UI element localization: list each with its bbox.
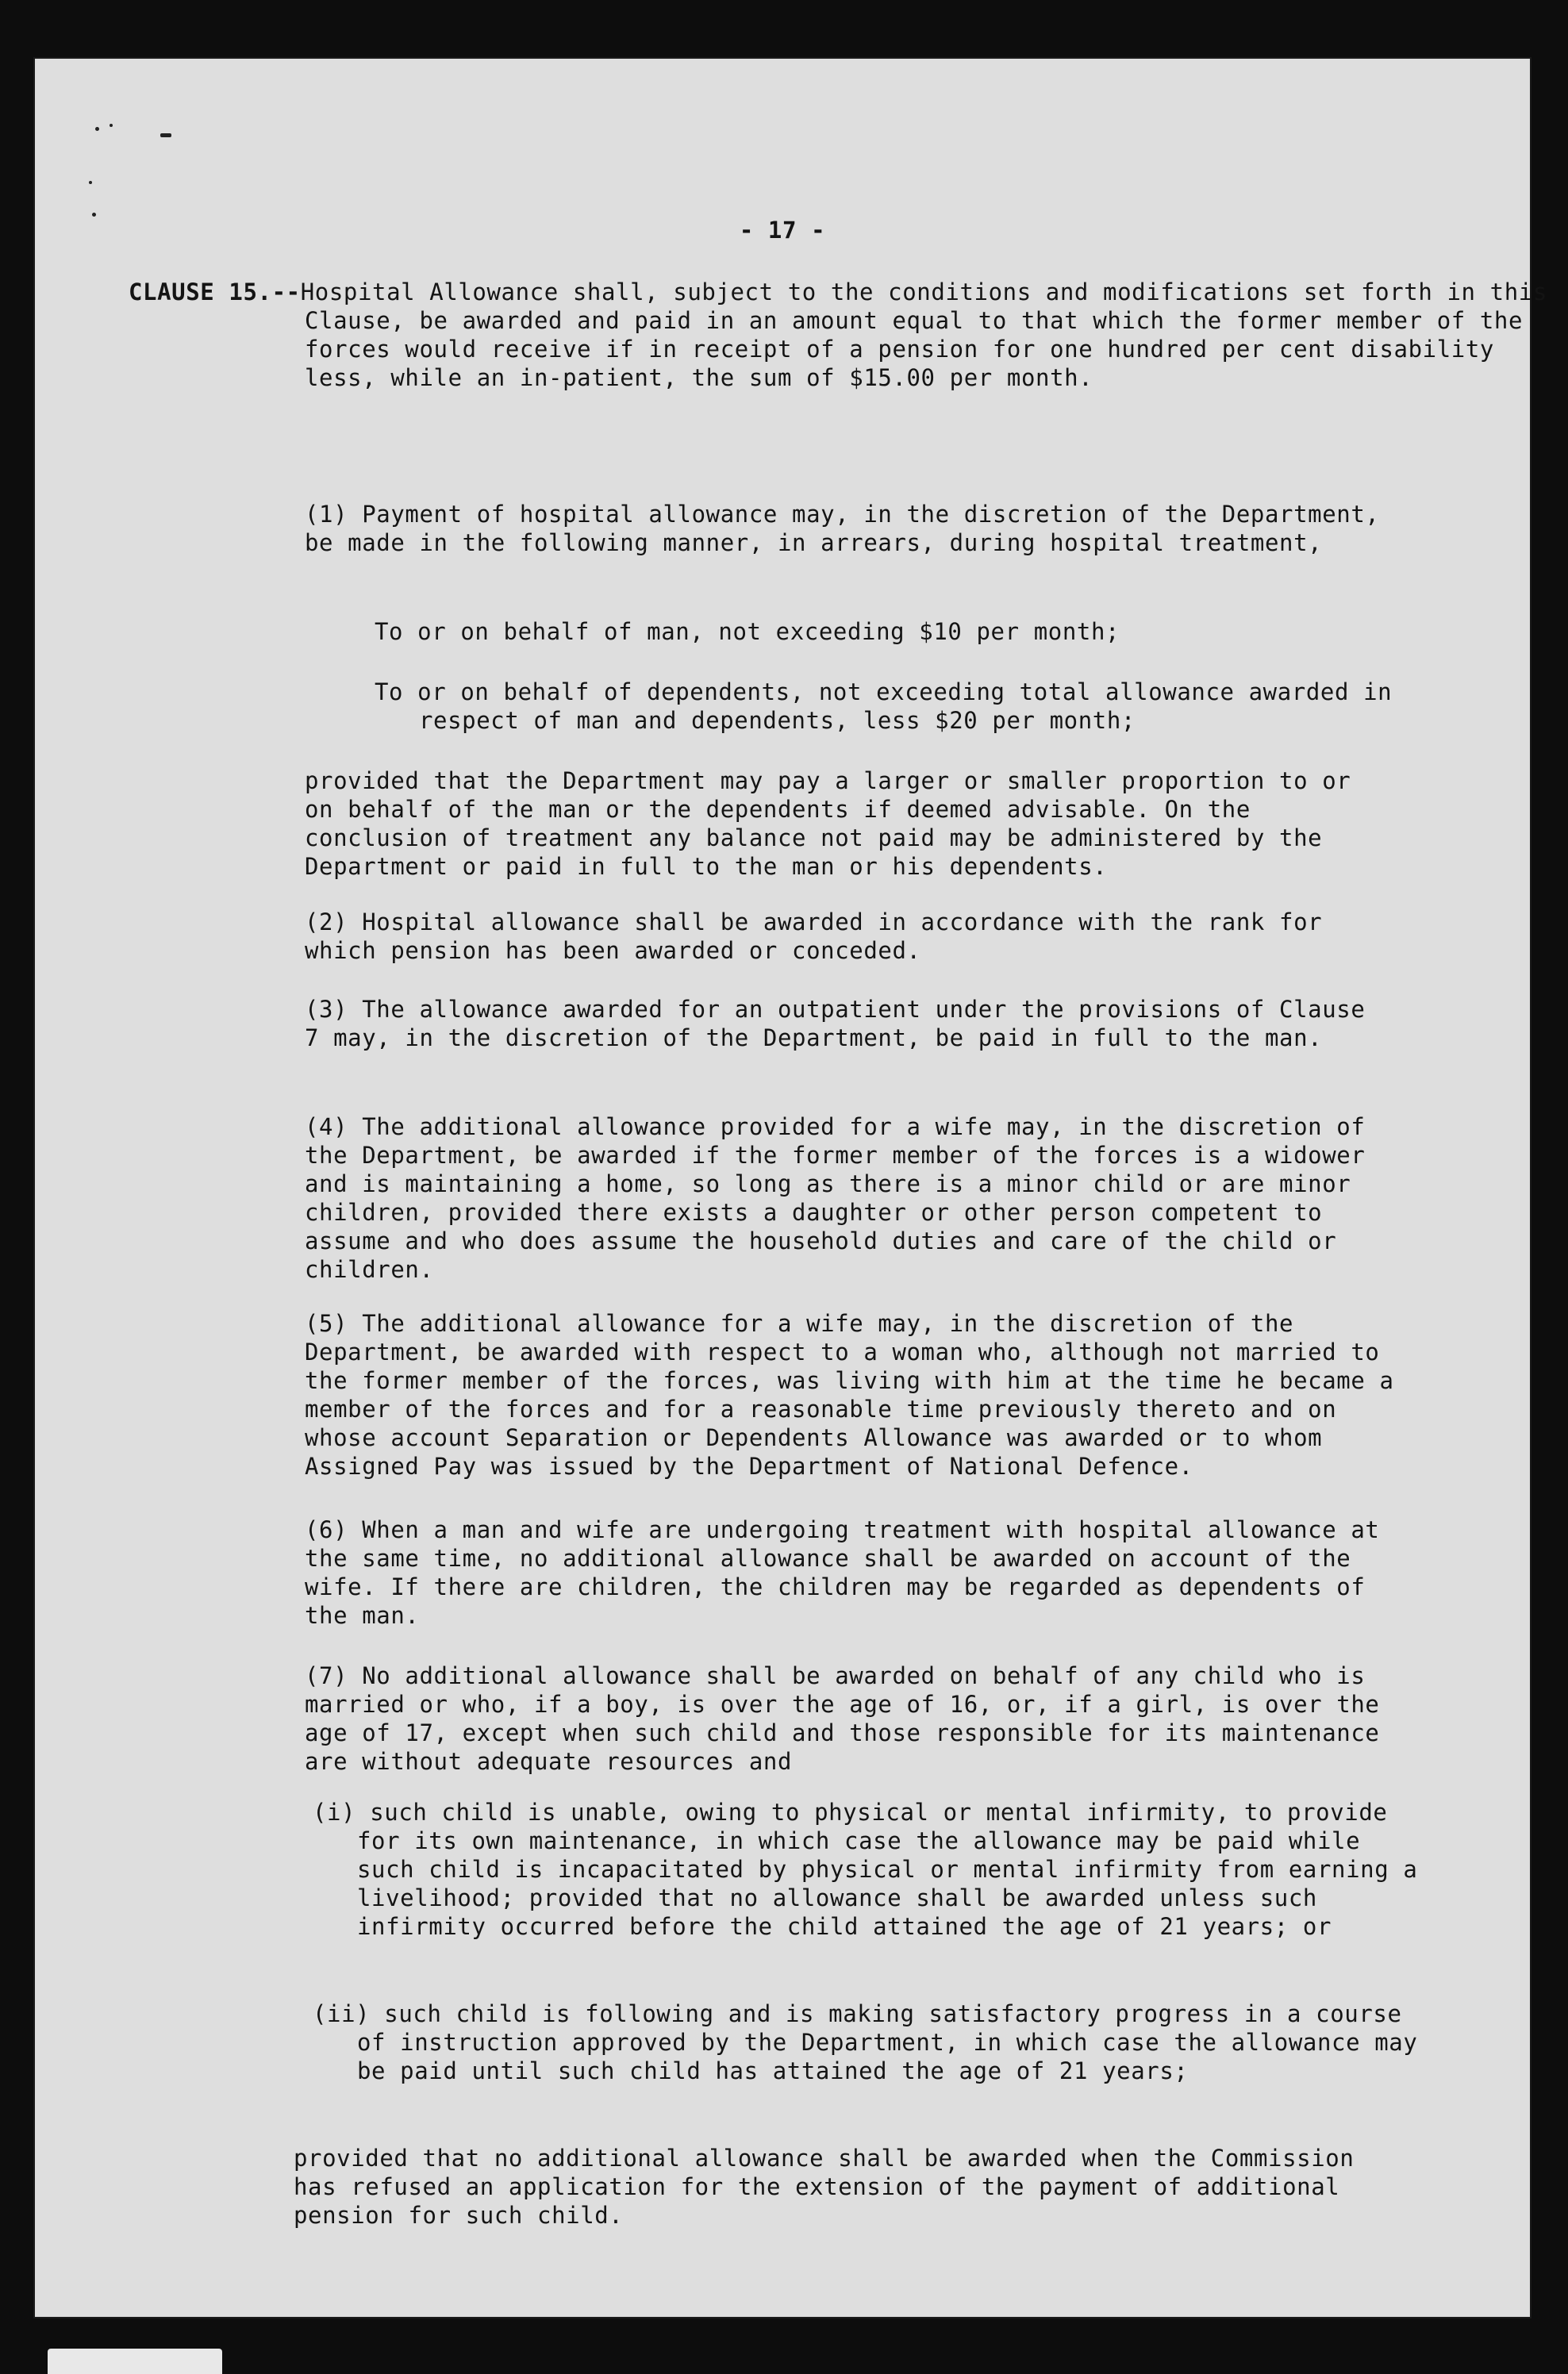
subclause-5: (5) The additional allowance for a wife may, in the discretion of the Department, be awarded with respect to a woman who, although not married to the former member of the forces, was living with him at the time he became a member of the forces and for a reasonable time previously thereto and on whose account Separation or Dependents Allowance was awarded or to whom Assigned Pay was issued by the Department of National Defence. (305, 1310, 1409, 1480)
clause-heading: CLAUSE 15.-- (129, 279, 301, 305)
subclause-2: (2) Hospital allowance shall be awarded in accordance with the rank for which pension has been awarded or conceded. (305, 908, 1337, 964)
subclause-7: (7) No additional allowance shall be awarded on behalf of any child who is married or who, if a boy, is over the age of 16, or, if a girl, is over the age of 17, except when such child and those responsible for its maintenance are without adequate resources and (305, 1662, 1394, 1775)
subclause-1: (1) Payment of hospital allowance may, in the discretion of the Department, be made in the following manner, in arrears, during hospital treatment, (305, 501, 1394, 556)
subclause-1-proviso: provided that the Department may pay a larger or smaller proportion to or on behalf of the man or the dependents if deemed advisable. On the conclusion of treatment any balance not paid may be administered by the Department or paid in full to the man or his dependents. (305, 767, 1366, 880)
document-body (33, 57, 1562, 2318)
subclause-7-item-i: (i) such child is unable, owing to physical or mental infirmity, to provide for its own maintenance, in which case the allowance may be paid while such child is incapacitated by physical or mental infirmity from earning a livelihood; provided that no allowance shall be awarded unless such infirmity occurred before the child attained the age of 21 years; or (313, 1799, 1432, 1940)
document-sheet (33, 57, 1562, 2318)
scan-tab (48, 2349, 222, 2374)
subclause-6: (6) When a man and wife are undergoing treatment with hospital allowance at the same time, no additional allowance shall be awarded on account of the wife. If there are children, the children may be regarded as dependents of the man. (305, 1516, 1394, 1629)
subclause-7-item-ii: (ii) such child is following and is making satisfactory progress in a course of instruction approved by the Department, in which case the allowance may be paid until such child has attained the age of 21 years; (313, 2000, 1432, 2084)
subclause-1-item-b: To or on behalf of dependents, not exceeding total allowance awarded in respect of man and dependents, less $20 per month; (375, 678, 1407, 734)
clause-intro-text: Hospital Allowance shall, subject to the conditions and modifications set forth in this Clause, be awarded and paid in an amount equal to that which the former member of the forces would receive if in receipt of a pension for one hundred per cent disability less, while an in-patient, the sum of $15.00 per month. (300, 279, 1562, 391)
page-number: - 17 - (739, 217, 826, 244)
clause-intro (129, 278, 1560, 392)
subclause-1-item-a: To or on behalf of man, not exceeding $10 per month; (375, 618, 1120, 645)
final-proviso: provided that no additional allowance shall be awarded when the Commission has refused an application for the extension of the payment of additional pension for such child. (294, 2145, 1369, 2229)
subclause-4: (4) The additional allowance provided for a wife may, in the discretion of the Department, be awarded if the former member of the forces is a widower and is maintaining a home, so long as there is a minor child or are minor children, provided there exists a daughter or other person competent to assume and who does assume the household duties and care of the child or children. (305, 1113, 1380, 1283)
subclause-3: (3) The allowance awarded for an outpatient under the provisions of Clause 7 may, in the discretion of the Department, be paid in full to the man. (305, 996, 1380, 1051)
